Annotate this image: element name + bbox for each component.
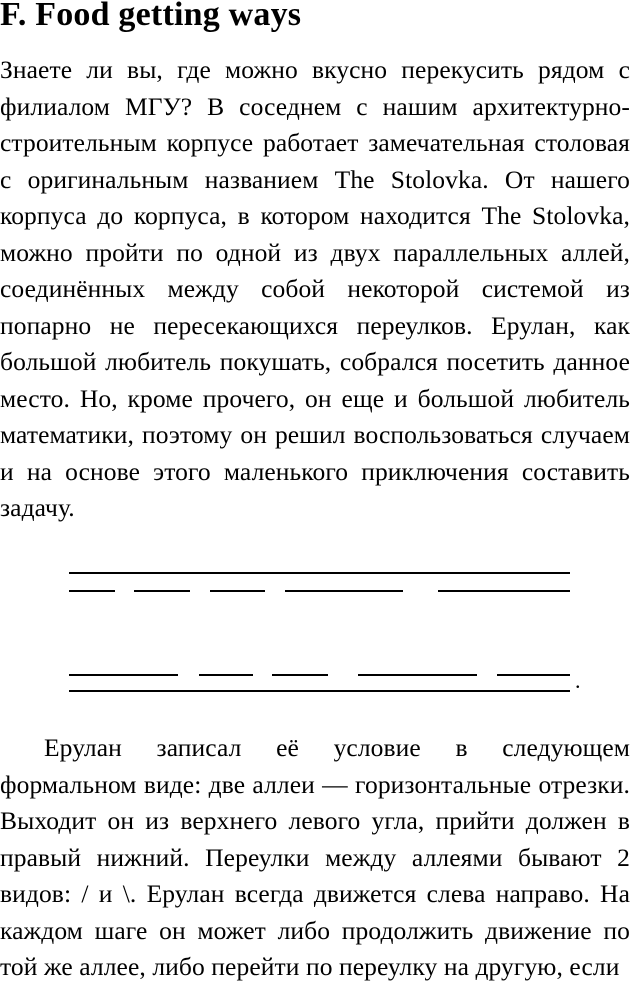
alleys-diagram bbox=[0, 558, 638, 703]
intro-paragraph: Знаете ли вы, где можно вкусно перекусить рядом с филиалом МГУ? В соседнем с нашим архитектурно-строительным корпусе работает замечательная столовая с оригинальным названием The Stolovka. От нашего корпуса до корпуса, в котором находится The Stolovka, можно пройти по одной из двух параллельных аллей, соединённых между собой некоторой системой из попарно не пересекающихся переулков. Ерулан, как большой любитель покушать, собрался посетить данное место. Но, кроме прочего, он еще и большой любитель математики, поэтому он решил воспользоваться случаем и на основе этого маленького приключения составить задачу. bbox=[0, 55, 630, 522]
formal-statement-paragraph: Ерулан записал её условие в следующем формальном виде: две аллеи — горизонтальные отрезки. Выходит он из верхнего левого угла, прийти должен в правый нижний. Переулки между аллеями бывают 2 видов: / и \. Ерулан всегда движется слева направо. На каждом шаге он может либо продолжить движение по той же аллее, либо перейти по переулку на другую, если bbox=[0, 733, 630, 981]
diagram-end-period: . bbox=[575, 668, 581, 693]
section-title: F. Food getting ways bbox=[0, 0, 302, 33]
